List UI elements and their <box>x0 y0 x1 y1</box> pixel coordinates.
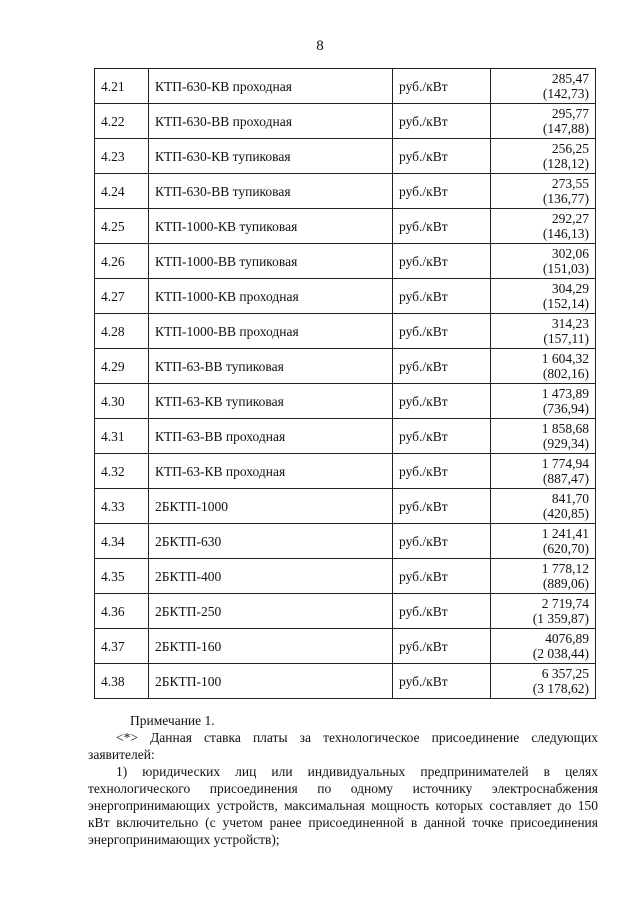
row-name: КТП-63-ВВ проходная <box>149 419 393 454</box>
row-number: 4.34 <box>95 524 149 559</box>
row-price <box>491 349 596 384</box>
row-price <box>491 384 596 419</box>
row-name: КТП-630-КВ проходная <box>149 69 393 104</box>
row-number: 4.29 <box>95 349 149 384</box>
row-number: 4.38 <box>95 664 149 699</box>
row-name: КТП-63-ВВ тупиковая <box>149 349 393 384</box>
price-value: 295,77 <box>551 106 589 121</box>
price-alt-value: (157,11) <box>543 331 589 346</box>
table-row <box>95 104 596 139</box>
table-row <box>95 419 596 454</box>
row-number: 4.28 <box>95 314 149 349</box>
price-value: 841,70 <box>551 491 589 506</box>
row-price <box>491 524 596 559</box>
table-row <box>95 384 596 419</box>
price-value: 304,29 <box>551 281 589 296</box>
price-alt-value: (802,16) <box>542 366 589 381</box>
row-unit: руб./кВт <box>393 419 491 454</box>
row-name: КТП-630-ВВ проходная <box>149 104 393 139</box>
row-price <box>491 174 596 209</box>
row-name: КТП-63-КВ проходная <box>149 454 393 489</box>
price-value: 6 357,25 <box>541 666 589 681</box>
row-number: 4.36 <box>95 594 149 629</box>
row-name: КТП-1000-КВ тупиковая <box>149 209 393 244</box>
row-unit: руб./кВт <box>393 594 491 629</box>
row-name: 2БКТП-630 <box>149 524 393 559</box>
price-value: 285,47 <box>551 71 589 86</box>
page-number: 8 <box>316 38 324 54</box>
row-unit: руб./кВт <box>393 349 491 384</box>
row-unit: руб./кВт <box>393 489 491 524</box>
price-alt-value: (2 038,44) <box>532 646 589 661</box>
price-value: 1 774,94 <box>541 456 589 471</box>
row-unit: руб./кВт <box>393 104 491 139</box>
table-row <box>95 69 596 104</box>
price-value: 1 778,12 <box>541 561 589 576</box>
row-number: 4.22 <box>95 104 149 139</box>
row-price <box>491 209 596 244</box>
price-alt-value: (3 178,62) <box>532 681 589 696</box>
table-row <box>95 279 596 314</box>
price-alt-value: (128,12) <box>542 156 589 171</box>
row-name: 2БКТП-400 <box>149 559 393 594</box>
row-unit: руб./кВт <box>393 454 491 489</box>
row-name: КТП-630-ВВ тупиковая <box>149 174 393 209</box>
notes-section <box>88 712 598 848</box>
table-row <box>95 629 596 664</box>
price-alt-value: (147,88) <box>542 121 589 136</box>
row-unit: руб./кВт <box>393 174 491 209</box>
row-name: КТП-1000-ВВ тупиковая <box>149 244 393 279</box>
table-row <box>95 209 596 244</box>
note-paragraph-2: 1) юридических лиц или индивидуальных предпринимателей в целях технологического присоединения по одному источнику электроснабжения энергопринимающих устройств, максимальная мощность которых составляет до 150 кВт включительно (с учетом ранее присоединенной в данной точке присоединения энергопринимающих устройств); <box>88 764 598 847</box>
row-unit: руб./кВт <box>393 524 491 559</box>
row-price <box>491 454 596 489</box>
row-name: 2БКТП-100 <box>149 664 393 699</box>
note-paragraph-1: <*> Данная ставка платы за технологическое присоединение следующих заявителей: <box>88 730 598 762</box>
row-number: 4.31 <box>95 419 149 454</box>
row-unit: руб./кВт <box>393 69 491 104</box>
table-row <box>95 174 596 209</box>
row-price <box>491 629 596 664</box>
price-alt-value: (142,73) <box>542 86 589 101</box>
row-price <box>491 489 596 524</box>
row-unit: руб./кВт <box>393 314 491 349</box>
row-price <box>491 244 596 279</box>
table-row <box>95 139 596 174</box>
price-alt-value: (889,06) <box>542 576 589 591</box>
row-unit: руб./кВт <box>393 559 491 594</box>
price-value: 314,23 <box>551 316 589 331</box>
note-title: Примечание 1. <box>130 713 215 728</box>
row-number: 4.23 <box>95 139 149 174</box>
row-number: 4.35 <box>95 559 149 594</box>
row-price <box>491 594 596 629</box>
table-row <box>95 489 596 524</box>
table-row <box>95 594 596 629</box>
row-number: 4.24 <box>95 174 149 209</box>
row-name: КТП-1000-ВВ проходная <box>149 314 393 349</box>
row-number: 4.26 <box>95 244 149 279</box>
price-value: 273,55 <box>551 176 589 191</box>
price-alt-value: (887,47) <box>542 471 589 486</box>
price-alt-value: (420,85) <box>542 506 589 521</box>
price-alt-value: (929,34) <box>542 436 589 451</box>
row-number: 4.37 <box>95 629 149 664</box>
row-price <box>491 104 596 139</box>
price-alt-value: (136,77) <box>542 191 589 206</box>
price-value: 1 604,32 <box>541 351 589 366</box>
table-row <box>95 454 596 489</box>
row-name: КТП-1000-КВ проходная <box>149 279 393 314</box>
row-price <box>491 664 596 699</box>
row-unit: руб./кВт <box>393 279 491 314</box>
tariff-table-body <box>95 69 596 699</box>
row-price <box>491 139 596 174</box>
row-price <box>491 419 596 454</box>
row-name: КТП-630-КВ тупиковая <box>149 139 393 174</box>
price-value: 4076,89 <box>545 631 589 646</box>
table-row <box>95 524 596 559</box>
price-value: 2 719,74 <box>541 596 589 611</box>
price-value: 1 473,89 <box>541 386 589 401</box>
price-alt-value: (736,94) <box>542 401 589 416</box>
price-alt-value: (152,14) <box>542 296 589 311</box>
row-price <box>491 69 596 104</box>
row-price <box>491 559 596 594</box>
row-unit: руб./кВт <box>393 139 491 174</box>
price-alt-value: (620,70) <box>542 541 589 556</box>
row-number: 4.21 <box>95 69 149 104</box>
price-value: 302,06 <box>551 246 589 261</box>
table-row <box>95 349 596 384</box>
row-unit: руб./кВт <box>393 384 491 419</box>
price-value: 256,25 <box>551 141 589 156</box>
row-number: 4.30 <box>95 384 149 419</box>
row-unit: руб./кВт <box>393 664 491 699</box>
row-unit: руб./кВт <box>393 209 491 244</box>
row-number: 4.33 <box>95 489 149 524</box>
price-alt-value: (1 359,87) <box>532 611 589 626</box>
row-unit: руб./кВт <box>393 629 491 664</box>
price-value: 1 241,41 <box>541 526 589 541</box>
table-row <box>95 664 596 699</box>
row-name: 2БКТП-250 <box>149 594 393 629</box>
row-price <box>491 279 596 314</box>
row-name: 2БКТП-160 <box>149 629 393 664</box>
table-row <box>95 244 596 279</box>
row-number: 4.25 <box>95 209 149 244</box>
row-price <box>491 314 596 349</box>
table-row <box>95 314 596 349</box>
price-value: 1 858,68 <box>541 421 589 436</box>
row-name: 2БКТП-1000 <box>149 489 393 524</box>
row-unit: руб./кВт <box>393 244 491 279</box>
tariff-table <box>94 68 596 699</box>
price-value: 292,27 <box>551 211 589 226</box>
row-number: 4.27 <box>95 279 149 314</box>
row-number: 4.32 <box>95 454 149 489</box>
row-name: КТП-63-КВ тупиковая <box>149 384 393 419</box>
price-alt-value: (151,03) <box>542 261 589 276</box>
table-row <box>95 559 596 594</box>
price-alt-value: (146,13) <box>542 226 589 241</box>
